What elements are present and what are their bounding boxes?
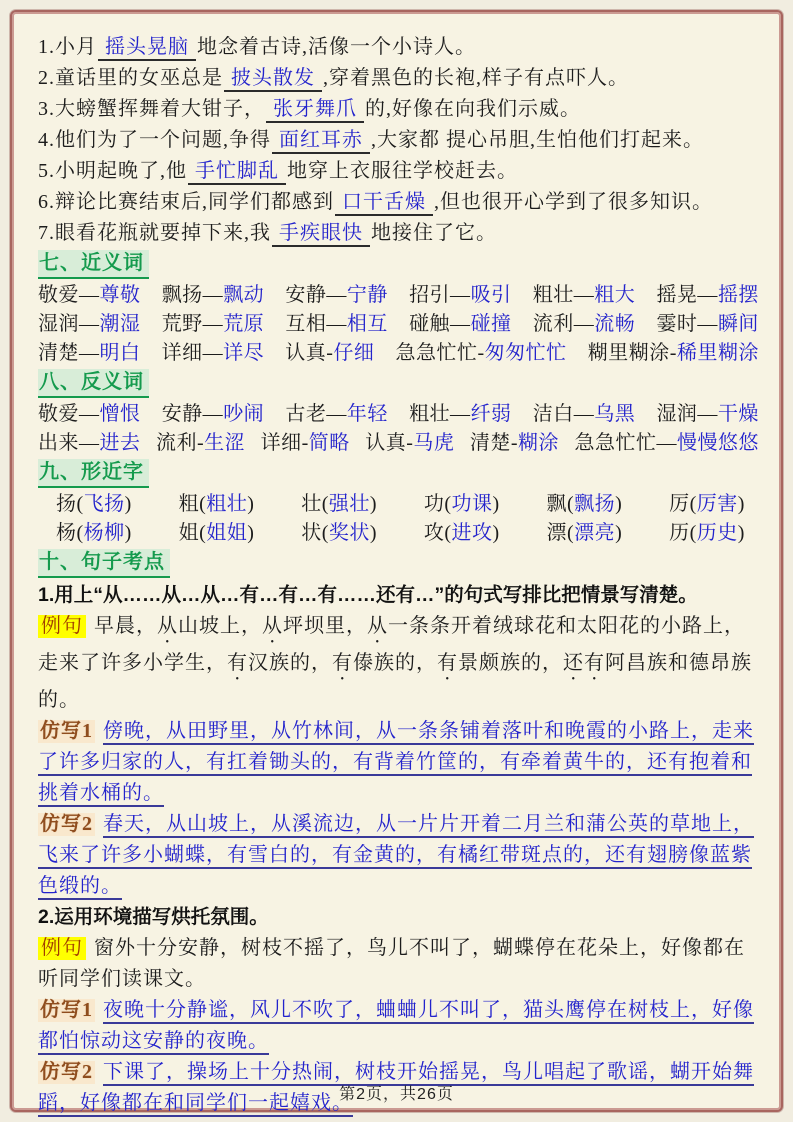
- text-run: 2.童话里的女巫总是: [38, 67, 223, 89]
- blank-answer: 面红耳赤: [272, 129, 370, 154]
- word-pair: 霎时—瞬间: [656, 313, 759, 335]
- text-run: ,穿着黑色的长袍,样子有点吓人。: [323, 67, 629, 89]
- word-pair: 壮(强壮): [301, 493, 378, 515]
- exercise-sentence: [38, 32, 759, 63]
- word-pair: 历(历史): [669, 522, 745, 544]
- word-pair: 飘扬—飘动: [161, 284, 265, 306]
- exercise-sentence: [38, 218, 759, 249]
- text-run: 1.小月: [38, 36, 97, 58]
- section-heading-antonyms: [38, 369, 759, 399]
- antonym-row: [38, 429, 759, 458]
- word-pair: 碰触—碰撞: [409, 313, 512, 335]
- word-pair: 飘(飘扬): [546, 493, 623, 515]
- blank-answer: 手忙脚乱: [188, 160, 286, 185]
- imitation-text: 春天，从山坡上，从溪流边，从一片片开着二月兰和蒲公英的草地上，飞来了许多小蝴蝶，有雪白的，有金黄的，有橘红带斑点的，还有翅膀像蓝紫色缎的。: [38, 813, 754, 897]
- exercise-sentence: [38, 125, 759, 156]
- word-pair: 杨(杨柳): [56, 522, 132, 544]
- word-pair: 安静—宁静: [285, 284, 388, 306]
- word-pair: 糊里糊涂-稀里糊涂: [587, 342, 759, 364]
- word-pair: 敬爱—尊敬: [38, 284, 141, 306]
- exercise-sentence: [38, 94, 759, 125]
- exercise-sentence: [38, 63, 759, 94]
- synonym-row: [38, 339, 759, 368]
- word-pair: 洁白—乌黑: [532, 403, 636, 425]
- word-pair: 流利—流畅: [532, 313, 636, 335]
- word-pair: 招引—吸引: [409, 284, 512, 306]
- word-pair: 漂(漂亮): [546, 522, 623, 544]
- page-footer: 第2页，共26页: [339, 1086, 454, 1103]
- point1-example: [38, 611, 759, 716]
- word-pair: 认真-仔细: [285, 342, 375, 364]
- worksheet-page: [10, 10, 783, 1112]
- text-run: 6.辩论比赛结束后,同学们都感到: [38, 191, 334, 213]
- text-run: 的,好像在向我们示威。: [365, 98, 581, 120]
- text-run: 有: [437, 652, 458, 674]
- text-run: 傣族的，: [353, 652, 437, 674]
- word-pair: 扬(飞扬): [56, 493, 132, 515]
- example-label: 例句: [38, 937, 86, 960]
- word-pair: 详细-简略: [260, 432, 350, 454]
- example-text: [38, 615, 752, 711]
- section-heading-synonyms: [38, 250, 759, 280]
- blank-answer: 手疾眼快: [272, 222, 370, 247]
- word-pair: 粗壮—纤弱: [409, 403, 512, 425]
- section-title: 七、近义词: [38, 250, 149, 279]
- imitation-label: 仿写1: [40, 999, 93, 1021]
- word-pair: 详细—详尽: [161, 342, 265, 364]
- section-title: 十、句子考点: [38, 549, 170, 578]
- word-pair: 荒野—荒原: [161, 313, 265, 335]
- example-text: 窗外十分安静，树枝不摇了，鸟儿不叫了，蝴蝶停在花朵上，好像都在听同学们读课文。: [38, 937, 745, 990]
- similar-char-row: [38, 519, 759, 548]
- word-pair: 厉(厉害): [669, 493, 745, 515]
- text-run: 有: [332, 652, 353, 674]
- text-run: 一条条开着绒球花和太阳花的小路上，走来了许多小学生，: [38, 615, 745, 674]
- text-run: 地接住了它。: [371, 222, 497, 244]
- word-pair: 安静—吵闹: [161, 403, 265, 425]
- point2-example: [38, 933, 759, 995]
- point2-heading: 2.运用环境描写烘托氛围。: [38, 906, 269, 928]
- imitation-label: 仿写1: [40, 720, 93, 742]
- imitation-text: 傍晚，从田野里，从竹林间，从一条条铺着落叶和晚霞的小路上，走来了许多归家的人，有扛着锄头的，有背着竹筐的，有牵着黄牛的，还有抱着和挑着水桶的。: [38, 720, 754, 804]
- text-run: 7.眼看花瓶就要掉下来,我: [38, 222, 271, 244]
- section-title: 八、反义词: [38, 369, 149, 398]
- section-heading-sentence-points: [38, 549, 759, 579]
- imitation-label: 仿写2: [40, 1061, 93, 1083]
- word-pair: 状(奖状): [301, 522, 378, 544]
- section-title: 九、形近字: [38, 459, 149, 488]
- text-run: 有: [227, 652, 248, 674]
- text-run: 从: [157, 615, 178, 637]
- text-run: 5.小明起晚了,他: [38, 160, 187, 182]
- section-heading-similar-chars: [38, 459, 759, 489]
- point1-imitation-1: [38, 716, 759, 809]
- text-run: 地念着古诗,活像一个小诗人。: [197, 36, 476, 58]
- word-pair: 湿润—干燥: [656, 403, 759, 425]
- blank-answer: 口干舌燥: [335, 191, 433, 216]
- text-run: 4.他们为了一个问题,争得: [38, 129, 271, 151]
- synonym-row: [38, 281, 759, 310]
- word-pair: 认真-马虎: [365, 432, 455, 454]
- word-pair: 急急忙忙-匆匆忙忙: [395, 342, 567, 364]
- word-pair: 清楚—明白: [38, 342, 141, 364]
- word-pair: 功(功课): [423, 493, 500, 515]
- imitation-text: 下课了，操场上十分热闹，树枝开始摇晃，鸟儿唱起了歌谣，蝴开始舞蹈，好像都在和同学们一起嬉戏。: [38, 1061, 754, 1114]
- text-run: ,大家都 提心吊胆,生怕他们打起来。: [371, 129, 704, 151]
- example-label: 例句: [38, 615, 86, 638]
- text-run: 地穿上衣服往学校赶去。: [287, 160, 518, 182]
- word-pair: 古老—年轻: [285, 403, 388, 425]
- point2-imitation-1: [38, 995, 759, 1057]
- word-pair: 急急忙忙—慢慢悠悠: [574, 432, 759, 454]
- point1-imitation-2: [38, 809, 759, 902]
- word-pair: 清楚-糊涂: [469, 432, 559, 454]
- imitation-label: 仿写2: [40, 813, 93, 835]
- blank-answer: 摇头晃脑: [98, 36, 196, 61]
- text-run: ,但也很开心学到了很多知识。: [434, 191, 713, 213]
- text-run: 从: [262, 615, 283, 637]
- text-run: 景颇族的，: [458, 652, 563, 674]
- text-run: 汉族的，: [248, 652, 332, 674]
- text-run: 阿昌族和德昂族的。: [38, 652, 752, 711]
- word-pair: 攻(进攻): [423, 522, 500, 544]
- word-pair: 粗(粗壮): [178, 493, 255, 515]
- text-run: 从: [367, 615, 388, 637]
- synonym-row: [38, 310, 759, 339]
- word-pair: 摇晃—摇摆: [656, 284, 759, 306]
- blank-answer: 披头散发: [224, 67, 322, 92]
- text-run: 坪坝里，: [283, 615, 367, 637]
- word-pair: 姐(姐姐): [178, 522, 255, 544]
- exercise-sentence: [38, 187, 759, 218]
- word-pair: 湿润—潮湿: [38, 313, 141, 335]
- fill-in-exercise: [38, 32, 759, 249]
- text-run: 3.大螃蟹挥舞着大钳子，: [38, 98, 265, 120]
- point1-heading: 1.用上“从……从…从…有…有…有……还有…”的句式写排比把情景写清楚。: [38, 584, 698, 606]
- word-pair: 出来—进去: [38, 432, 141, 454]
- exercise-sentence: [38, 156, 759, 187]
- word-pair: 粗壮—粗大: [532, 284, 636, 306]
- text-run: 还有: [563, 652, 605, 674]
- text-run: 早晨，: [94, 615, 157, 637]
- word-pair: 互相—相互: [285, 313, 388, 335]
- imitation-text: 夜晚十分静谧，风儿不吹了，蛐蛐儿不叫了，猫头鹰停在树枝上，好像都怕惊动这安静的夜晚。: [38, 999, 754, 1052]
- word-pair: 流利-生涩: [155, 432, 246, 454]
- word-pair: 敬爱—憎恨: [38, 403, 141, 425]
- text-run: 山坡上，: [178, 615, 262, 637]
- antonym-row: [38, 400, 759, 429]
- similar-char-row: [38, 490, 759, 519]
- blank-answer: 张牙舞爪: [266, 98, 364, 123]
